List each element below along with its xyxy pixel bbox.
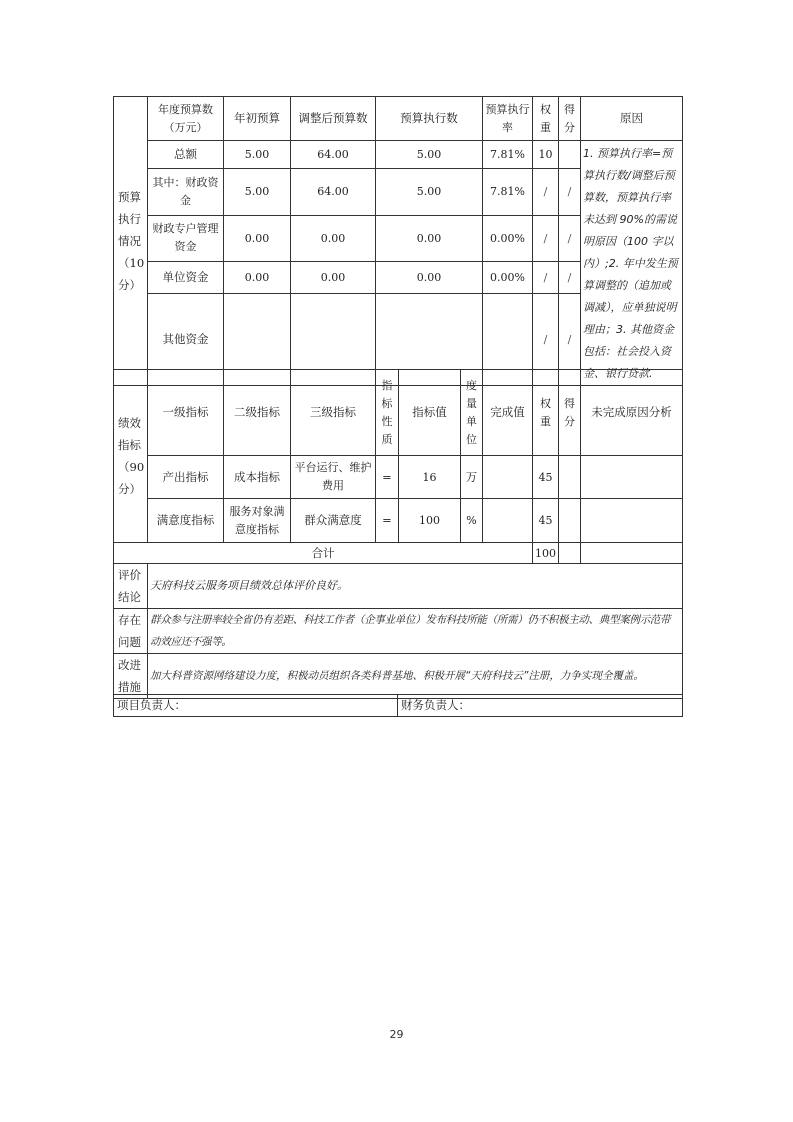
row-initial: 5.00 — [224, 141, 291, 169]
row-analysis — [581, 456, 683, 499]
total-row — [114, 543, 683, 564]
row-score — [559, 499, 581, 543]
header-initial: 年初预算 — [224, 97, 291, 141]
measures-text: 加大科普资源网络建设力度，积极动员组织各类科普基地、积极开展“天府科技云”注册，力争实现全覆盖。 — [148, 654, 683, 699]
budget-row — [114, 141, 683, 169]
row-rate: 0.00% — [483, 262, 533, 294]
row-completed — [483, 456, 533, 499]
conclusion-row — [114, 564, 683, 609]
total-analysis — [581, 543, 683, 564]
header-nature: 指标性质 — [376, 370, 399, 456]
row-rate: 0.00% — [483, 215, 533, 262]
header-value: 指标值 — [399, 370, 461, 456]
measures-row — [114, 654, 683, 699]
header-reason: 原因 — [581, 97, 683, 141]
header-level3: 三级指标 — [291, 370, 376, 456]
page-number: 29 — [389, 1028, 404, 1041]
reason-text: 1. 预算执行率=预算执行数/调整后预算数，预算执行率未达到 90%的需说明原因（100 字以内）;2. 年中发生预算调整的（追加或调减），应单独说明理由；3. 其他资金包括：社会投入资金、银行贷款. — [581, 141, 683, 386]
row-name: 财政专户管理资金 — [148, 215, 224, 262]
row-score: / — [559, 262, 581, 294]
row-score: / — [559, 215, 581, 262]
row-name: 总额 — [148, 141, 224, 169]
header-weight: 权重 — [533, 97, 559, 141]
row-adjusted: 0.00 — [291, 215, 376, 262]
row-executed: 0.00 — [376, 262, 483, 294]
conclusion-text: 天府科技云服务项目绩效总体评价良好。 — [148, 564, 683, 609]
row-level2: 成本指标 — [224, 456, 291, 499]
row-level3: 群众满意度 — [291, 499, 376, 543]
row-rate: 7.81% — [483, 141, 533, 169]
row-weight: / — [533, 294, 559, 386]
row-nature: = — [376, 499, 399, 543]
row-score — [559, 456, 581, 499]
row-level3: 平台运行、维护费用 — [291, 456, 376, 499]
row-weight: / — [533, 168, 559, 215]
row-initial: 5.00 — [224, 168, 291, 215]
row-nature: = — [376, 456, 399, 499]
indicator-row — [114, 456, 683, 499]
total-weight: 100 — [533, 543, 559, 564]
header-analysis: 未完成原因分析 — [581, 370, 683, 456]
row-weight: / — [533, 262, 559, 294]
budget-table — [113, 96, 683, 386]
row-level2: 服务对象满意度指标 — [224, 499, 291, 543]
header-score: 得分 — [559, 97, 581, 141]
row-name: 其他资金 — [148, 294, 224, 386]
row-weight: 45 — [533, 499, 559, 543]
issues-row — [114, 609, 683, 654]
header-executed: 预算执行数 — [376, 97, 483, 141]
row-analysis — [581, 499, 683, 543]
budget-section-label: 预算执行情况（10分） — [114, 97, 148, 386]
row-unit: % — [461, 499, 483, 543]
row-completed — [483, 499, 533, 543]
row-initial: 0.00 — [224, 215, 291, 262]
header-level2: 二级指标 — [224, 370, 291, 456]
header-adjusted: 调整后预算数 — [291, 97, 376, 141]
row-adjusted: 0.00 — [291, 262, 376, 294]
row-score: / — [559, 294, 581, 386]
row-unit: 万 — [461, 456, 483, 499]
row-adjusted: 64.00 — [291, 168, 376, 215]
row-level1: 产出指标 — [148, 456, 224, 499]
issues-label: 存在问题 — [114, 609, 148, 654]
row-level1: 满意度指标 — [148, 499, 224, 543]
header-rate: 预算执行率 — [483, 97, 533, 141]
signature-table — [113, 694, 683, 717]
total-label: 合计 — [114, 543, 533, 564]
row-score — [559, 141, 581, 169]
header-weight: 权重 — [533, 370, 559, 456]
project-lead-field: 项目负责人： — [114, 695, 398, 717]
header-category: 年度预算数（万元） — [148, 97, 224, 141]
header-score: 得分 — [559, 370, 581, 456]
row-executed: 5.00 — [376, 168, 483, 215]
indicator-row — [114, 499, 683, 543]
measures-label: 改进措施 — [114, 654, 148, 699]
header-level1: 一级指标 — [148, 370, 224, 456]
issues-text: 群众参与注册率较全省仍有差距、科技工作者（企事业单位）发布科技所能（所需）仍不积极主动、典型案例示范带动效应还不强等。 — [148, 609, 683, 654]
row-value: 16 — [399, 456, 461, 499]
conclusion-label: 评价结论 — [114, 564, 148, 609]
total-score — [559, 543, 581, 564]
evaluation-table — [113, 563, 683, 699]
finance-lead-field: 财务负责人： — [398, 695, 683, 717]
header-unit: 度量单位 — [461, 370, 483, 456]
row-name: 其中：财政资金 — [148, 168, 224, 215]
row-initial: 0.00 — [224, 262, 291, 294]
row-score: / — [559, 168, 581, 215]
row-executed: 0.00 — [376, 215, 483, 262]
row-weight: 10 — [533, 141, 559, 169]
performance-table — [113, 369, 683, 564]
row-weight: 45 — [533, 456, 559, 499]
header-completed: 完成值 — [483, 370, 533, 456]
row-executed: 5.00 — [376, 141, 483, 169]
row-adjusted: 64.00 — [291, 141, 376, 169]
row-weight: / — [533, 215, 559, 262]
row-name: 单位资金 — [148, 262, 224, 294]
row-value: 100 — [399, 499, 461, 543]
row-rate: 7.81% — [483, 168, 533, 215]
performance-section-label: 绩效指标（90分） — [114, 370, 148, 543]
